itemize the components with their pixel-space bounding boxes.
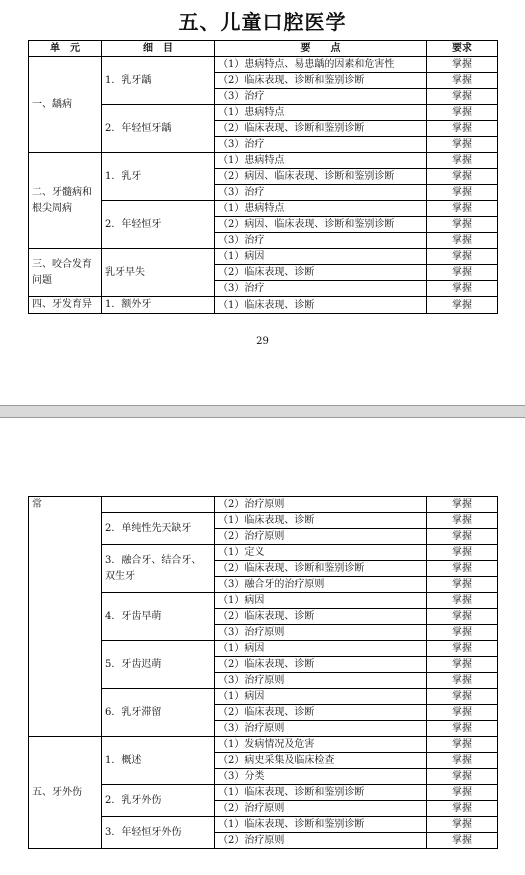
requirement-cell: 掌握 — [427, 185, 498, 201]
requirement-cell: 掌握 — [427, 217, 498, 233]
table-row — [29, 249, 498, 265]
page-number: 29 — [256, 336, 269, 347]
requirement-cell: 掌握 — [427, 153, 498, 169]
detail-cell: 6．乳牙滞留 — [102, 689, 215, 737]
table-header-row — [29, 41, 498, 57]
requirement-cell: 掌握 — [427, 561, 498, 577]
table-row — [29, 737, 498, 753]
point-cell: （3）治疗 — [215, 185, 427, 201]
detail-cell: 5．牙齿迟萌 — [102, 641, 215, 689]
point-cell: （2）临床表现、诊断 — [215, 265, 427, 281]
table-row — [29, 297, 498, 314]
requirement-cell: 掌握 — [427, 577, 498, 593]
point-cell: （1）病因 — [215, 249, 427, 265]
requirement-cell: 掌握 — [427, 497, 498, 513]
point-cell: （3）治疗 — [215, 233, 427, 249]
point-cell: （2）病因、临床表现、诊断和鉴别诊断 — [215, 217, 427, 233]
point-cell: （1）临床表现、诊断和鉴别诊断 — [215, 817, 427, 833]
requirement-cell: 掌握 — [427, 233, 498, 249]
point-cell: （1）病因 — [215, 593, 427, 609]
header-point: 要 点 — [215, 41, 427, 57]
requirement-cell: 掌握 — [427, 753, 498, 769]
unit-cell: 一、龋病 — [29, 57, 102, 153]
point-cell: （1）发病情况及危害 — [215, 737, 427, 753]
requirement-cell: 掌握 — [427, 833, 498, 849]
point-cell: （1）临床表现、诊断 — [215, 297, 427, 314]
requirement-cell: 掌握 — [427, 609, 498, 625]
point-cell: （1）定义 — [215, 545, 427, 561]
detail-cell: 2．单纯性先天缺牙 — [102, 513, 215, 545]
syllabus-table-page-1 — [28, 40, 498, 314]
requirement-cell: 掌握 — [427, 593, 498, 609]
requirement-cell: 掌握 — [427, 137, 498, 153]
point-cell: （2）临床表现、诊断 — [215, 657, 427, 673]
requirement-cell: 掌握 — [427, 769, 498, 785]
point-cell: （2）临床表现、诊断 — [215, 705, 427, 721]
unit-cell: 三、咬合发育问题 — [29, 249, 102, 297]
detail-cell: 乳牙早失 — [102, 249, 215, 297]
requirement-cell: 掌握 — [427, 201, 498, 217]
requirement-cell: 掌握 — [427, 297, 498, 314]
detail-cell: 3．年轻恒牙外伤 — [102, 817, 215, 849]
point-cell: （2）临床表现、诊断和鉴别诊断 — [215, 561, 427, 577]
point-cell: （2）病因、临床表现、诊断和鉴别诊断 — [215, 169, 427, 185]
requirement-cell: 掌握 — [427, 545, 498, 561]
table-body — [29, 57, 498, 314]
unit-cell: 五、牙外伤 — [29, 737, 102, 849]
point-cell: （2）治疗原则 — [215, 497, 427, 513]
point-cell: （2）临床表现、诊断和鉴别诊断 — [215, 73, 427, 89]
requirement-cell: 掌握 — [427, 737, 498, 753]
point-cell: （3）融合牙的治疗原则 — [215, 577, 427, 593]
requirement-cell: 掌握 — [427, 121, 498, 137]
point-cell: （1）病因 — [215, 689, 427, 705]
point-cell: （3）治疗原则 — [215, 673, 427, 689]
requirement-cell: 掌握 — [427, 57, 498, 73]
point-cell: （1）患病特点 — [215, 105, 427, 121]
detail-cell: 2．年轻恒牙 — [102, 201, 215, 249]
detail-cell: 1．乳牙龋 — [102, 57, 215, 105]
detail-cell: 2．乳牙外伤 — [102, 785, 215, 817]
point-cell: （2）治疗原则 — [215, 833, 427, 849]
requirement-cell: 掌握 — [427, 281, 498, 297]
detail-cell: 4．牙齿早萌 — [102, 593, 215, 641]
table-row — [29, 57, 498, 73]
detail-cell: 2．年轻恒牙龋 — [102, 105, 215, 153]
point-cell: （3）治疗 — [215, 137, 427, 153]
point-cell: （1）临床表现、诊断和鉴别诊断 — [215, 785, 427, 801]
requirement-cell: 掌握 — [427, 657, 498, 673]
requirement-cell: 掌握 — [427, 169, 498, 185]
requirement-cell: 掌握 — [427, 801, 498, 817]
requirement-cell: 掌握 — [427, 817, 498, 833]
point-cell: （1）临床表现、诊断 — [215, 513, 427, 529]
unit-cell: 二、牙髓病和根尖周病 — [29, 153, 102, 249]
requirement-cell: 掌握 — [427, 673, 498, 689]
point-cell: （3）治疗原则 — [215, 721, 427, 737]
requirement-cell: 掌握 — [427, 689, 498, 705]
point-cell: （1）患病特点 — [215, 201, 427, 217]
point-cell: （1）患病特点、易患龋的因素和危害性 — [215, 57, 427, 73]
requirement-cell: 掌握 — [427, 705, 498, 721]
point-cell: （2）治疗原则 — [215, 801, 427, 817]
requirement-cell: 掌握 — [427, 89, 498, 105]
requirement-cell: 掌握 — [427, 641, 498, 657]
page-title: 五、儿童口腔医学 — [178, 10, 347, 34]
document-page-2 — [0, 418, 525, 875]
detail-cell: 1．乳牙 — [102, 153, 215, 201]
requirement-cell: 掌握 — [427, 105, 498, 121]
requirement-cell: 掌握 — [427, 513, 498, 529]
requirement-cell: 掌握 — [427, 529, 498, 545]
requirement-cell: 掌握 — [427, 721, 498, 737]
point-cell: （2）治疗原则 — [215, 529, 427, 545]
requirement-cell: 掌握 — [427, 73, 498, 89]
table-row — [29, 153, 498, 169]
point-cell: （3）分类 — [215, 769, 427, 785]
page-separator — [0, 405, 525, 418]
syllabus-table-page-2 — [28, 496, 498, 849]
unit-cell: 常 — [29, 497, 102, 737]
point-cell: （3）治疗 — [215, 89, 427, 105]
table-row — [29, 497, 498, 513]
header-requirement: 要求 — [427, 41, 498, 57]
point-cell: （3）治疗 — [215, 281, 427, 297]
detail-cell: 3．融合牙、结合牙、双生牙 — [102, 545, 215, 593]
requirement-cell: 掌握 — [427, 265, 498, 281]
point-cell: （1）患病特点 — [215, 153, 427, 169]
point-cell: （1）病因 — [215, 641, 427, 657]
requirement-cell: 掌握 — [427, 249, 498, 265]
detail-cell: 1．概述 — [102, 737, 215, 785]
detail-cell — [102, 497, 215, 513]
header-detail: 细 目 — [102, 41, 215, 57]
point-cell: （3）治疗原则 — [215, 625, 427, 641]
point-cell: （2）临床表现、诊断 — [215, 609, 427, 625]
document-page-1 — [0, 0, 525, 405]
header-unit: 单 元 — [29, 41, 102, 57]
point-cell: （2）病史采集及临床检查 — [215, 753, 427, 769]
table-body — [29, 497, 498, 849]
requirement-cell: 掌握 — [427, 625, 498, 641]
unit-cell: 四、牙发育异 — [29, 297, 102, 314]
requirement-cell: 掌握 — [427, 785, 498, 801]
point-cell: （2）临床表现、诊断和鉴别诊断 — [215, 121, 427, 137]
detail-cell: 1．额外牙 — [102, 297, 215, 314]
